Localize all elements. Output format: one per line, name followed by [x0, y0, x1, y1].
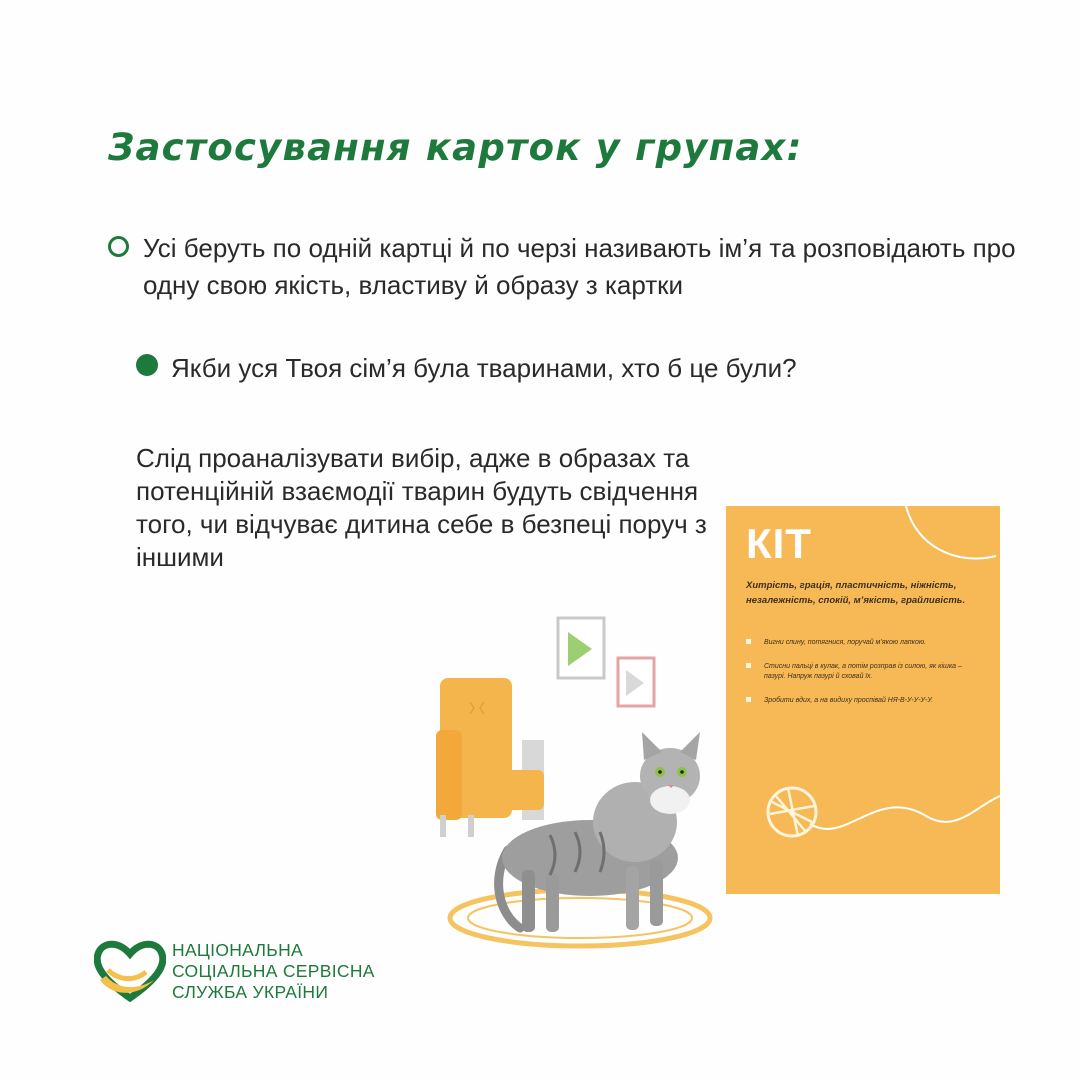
- hollow-circle-bullet-icon: [108, 236, 129, 257]
- square-bullet-icon: [746, 663, 751, 668]
- yarn-ball-icon: [768, 788, 816, 836]
- picture-frame-small-icon: [618, 658, 654, 706]
- rug-icon: [450, 890, 710, 946]
- heart-logo-icon: [94, 940, 166, 1002]
- page-heading: Застосування карток у групах:: [108, 126, 803, 169]
- question-paragraph: Якби уся Твоя сім’я була тваринами, хто б це були?: [171, 353, 797, 383]
- card-exercise-list: [746, 638, 984, 720]
- square-bullet-icon: [746, 639, 751, 644]
- instruction-paragraph: Усі беруть по одній картці й по черзі називають ім’я та розповідають про одну свою якість, властиву й образу з картки: [143, 233, 1016, 300]
- analysis-paragraph: Слід проаналізувати вибір, адже в образах та потенційній взаємодії тварин будуть свідчення того, чи відчуває дитина себе в безпеці поруч з іншими: [136, 443, 707, 572]
- filled-circle-bullet-icon: [136, 354, 158, 376]
- list-item: Вигни спину, потягнися, поручай м’якою лапкою.: [746, 638, 984, 648]
- card-traits: Хитрість, грація, пластичність, ніжність, незалежність, спокій, м’якість, грайливість.: [746, 580, 966, 606]
- organization-name: НАЦІОНАЛЬНА СОЦІАЛЬНА СЕРВІСНА СЛУЖБА УКРАЇНИ: [172, 940, 375, 1002]
- card-title: КІТ: [746, 520, 812, 567]
- armchair-icon: [436, 678, 544, 837]
- picture-frame-icon: [558, 618, 604, 678]
- kit-card: [726, 506, 1000, 894]
- list-item: Зробити вдих, а на видиху проспівай НЯ-В-У-У-У-У.: [746, 696, 984, 706]
- list-item: Стисни пальці в кулак, а потім розправ із силою, як кішка – пазурі. Напруж пазурі й сховай їх.: [746, 662, 984, 682]
- square-bullet-icon: [746, 697, 751, 702]
- cat-illustration: [430, 610, 730, 950]
